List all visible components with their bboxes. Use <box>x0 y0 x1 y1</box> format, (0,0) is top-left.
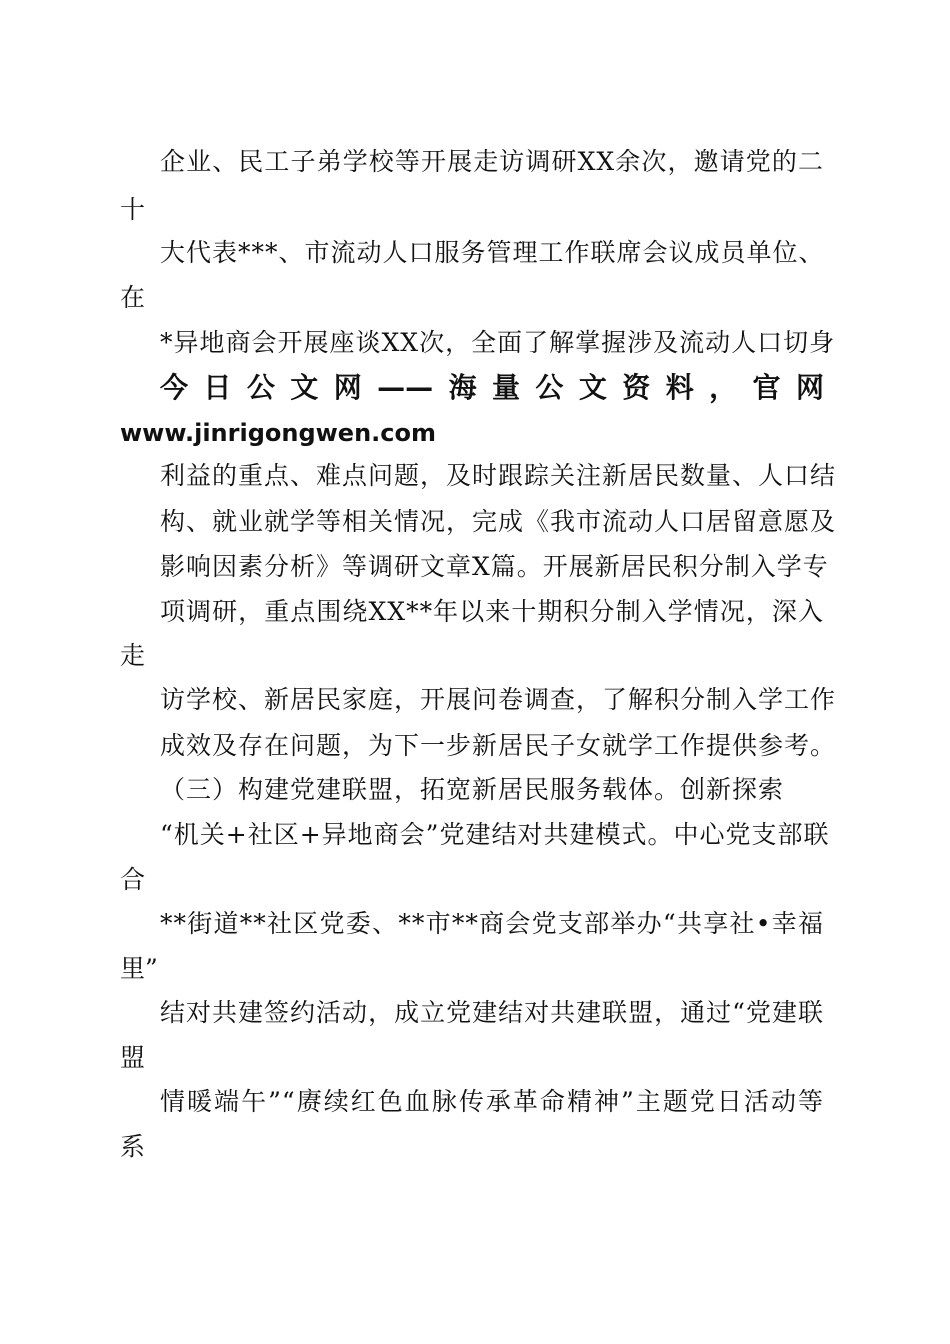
body-line-wrap: 里” <box>120 954 158 983</box>
watermark-url[interactable]: www.jinrigongwen.com <box>120 419 437 447</box>
body-line: 结对共建签约活动，成立党建结对共建联盟，通过“党建联 <box>160 998 824 1027</box>
body-line: 利益的重点、难点问题，及时跟踪关注新居民数量、人口结 <box>160 461 837 490</box>
body-line: “机关+社区+异地商会”党建结对共建模式。中心党支部联 <box>160 820 830 849</box>
body-line: 构、就业就学等相关情况，完成《我市流动人口居留意愿及 <box>160 507 837 536</box>
body-line: 成效及存在问题，为下一步新居民子女就学工作提供参考。 <box>160 731 837 760</box>
body-line-wrap: 走 <box>120 641 146 670</box>
watermark-title: 今日公文网——海量公文资料，官网 <box>160 371 824 404</box>
body-line: 情暖端午”“赓续红色血脉传承革命精神”主题党日活动等 <box>160 1087 824 1116</box>
body-line: **街道**社区党委、**市**商会党支部举办“共享社•幸福 <box>160 909 824 938</box>
body-line: 访学校、新居民家庭，开展问卷调查，了解积分制入学工作 <box>160 685 837 714</box>
body-line: 企业、民工子弟学校等开展走访调研XX余次，邀请党的二 <box>160 147 824 176</box>
body-line-wrap: 在 <box>120 283 146 312</box>
body-line-wrap: 十 <box>120 195 146 224</box>
body-line: *异地商会开展座谈XX次，全面了解掌握涉及流动人口切身 <box>160 328 836 357</box>
body-line: 大代表***、市流动人口服务管理工作联席会议成员单位、 <box>160 238 825 267</box>
body-line-wrap: 合 <box>120 865 146 894</box>
section-heading-line: （三）构建党建联盟，拓宽新居民服务载体。创新探索 <box>160 775 785 804</box>
body-line-wrap: 盟 <box>120 1043 146 1072</box>
body-line: 项调研，重点围绕XX**年以来十期积分制入学情况，深入 <box>160 597 824 626</box>
body-line-wrap: 系 <box>120 1132 146 1161</box>
body-line: 影响因素分析》等调研文章X篇。开展新居民积分制入学专 <box>160 552 829 581</box>
